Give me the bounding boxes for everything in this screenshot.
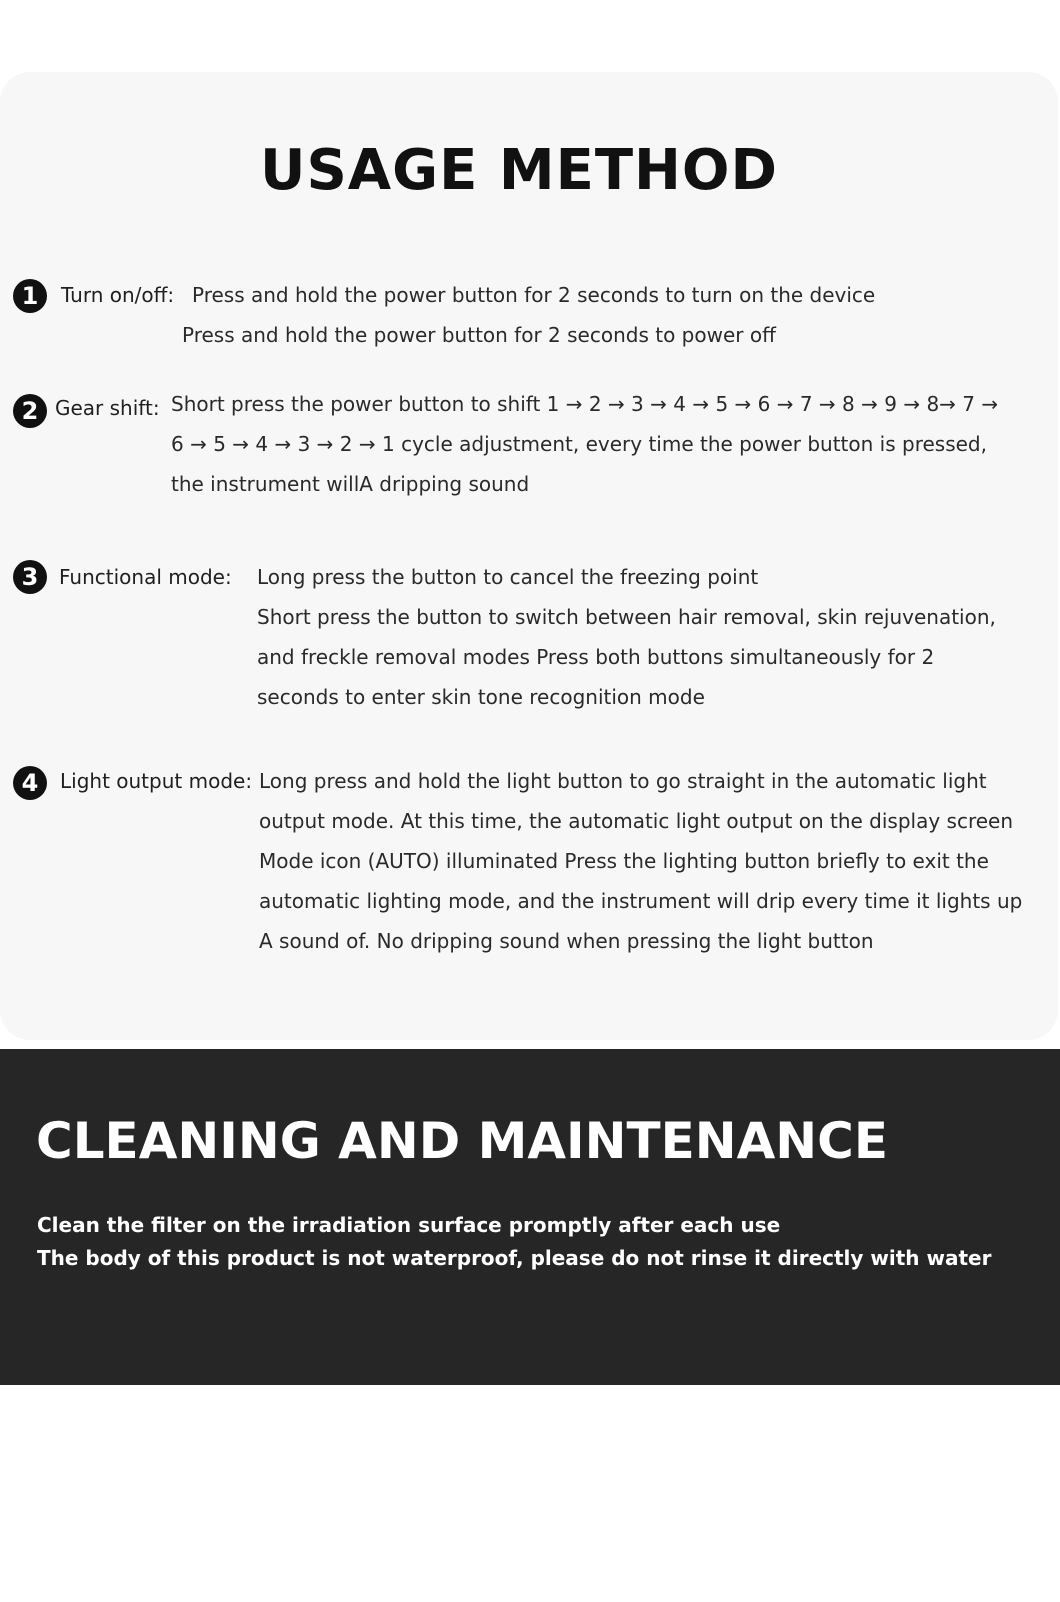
- step-2-number-badge: 2: [13, 394, 47, 428]
- cleaning-line-1: Clean the filter on the irradiation surface promptly after each use: [37, 1213, 781, 1237]
- step-3-line-1: Long press the button to cancel the freezing point: [257, 565, 759, 589]
- step-1-label: Turn on/off:: [61, 283, 175, 307]
- step-4-label: Light output mode:: [60, 769, 253, 793]
- step-1-number-badge: 1: [13, 279, 47, 313]
- step-3-label: Functional mode:: [59, 565, 232, 589]
- step-2-label: Gear shift:: [55, 396, 160, 420]
- step-3-number-badge: 3: [13, 560, 47, 594]
- cleaning-maintenance-title: CLEANING AND MAINTENANCE: [36, 1112, 889, 1170]
- step-4-line-1: Long press and hold the light button to go straight in the automatic light: [259, 769, 987, 793]
- step-4-line-3: Mode icon (AUTO) illuminated Press the lighting button briefly to exit the: [259, 849, 989, 873]
- step-4-line-4: automatic lighting mode, and the instrument will drip every time it lights up: [259, 889, 1023, 913]
- step-4-line-2: output mode. At this time, the automatic light output on the display screen: [259, 809, 1014, 833]
- step-3-line-2: Short press the button to switch between hair removal, skin rejuvenation,: [257, 605, 996, 629]
- step-4-line-5: A sound of. No dripping sound when pressing the light button: [259, 929, 874, 953]
- usage-method-title: USAGE METHOD: [260, 138, 778, 203]
- cleaning-line-2: The body of this product is not waterproof, please do not rinse it directly with water: [37, 1246, 992, 1270]
- step-3-line-3: and freckle removal modes Press both buttons simultaneously for 2: [257, 645, 935, 669]
- step-2-line-3: the instrument willA dripping sound: [171, 472, 530, 496]
- step-1-line-1: Press and hold the power button for 2 seconds to turn on the device: [192, 283, 876, 307]
- step-2-line-2: 6 → 5 → 4 → 3 → 2 → 1 cycle adjustment, every time the power button is pressed,: [171, 432, 987, 456]
- step-4-number-badge: 4: [13, 766, 47, 800]
- step-3-line-4: seconds to enter skin tone recognition mode: [257, 685, 705, 709]
- step-1-line-2: Press and hold the power button for 2 seconds to power off: [182, 323, 776, 347]
- step-2-line-1: Short press the power button to shift 1 → 2 → 3 → 4 → 5 → 6 → 7 → 8 → 9 → 8→ 7 →: [171, 392, 999, 416]
